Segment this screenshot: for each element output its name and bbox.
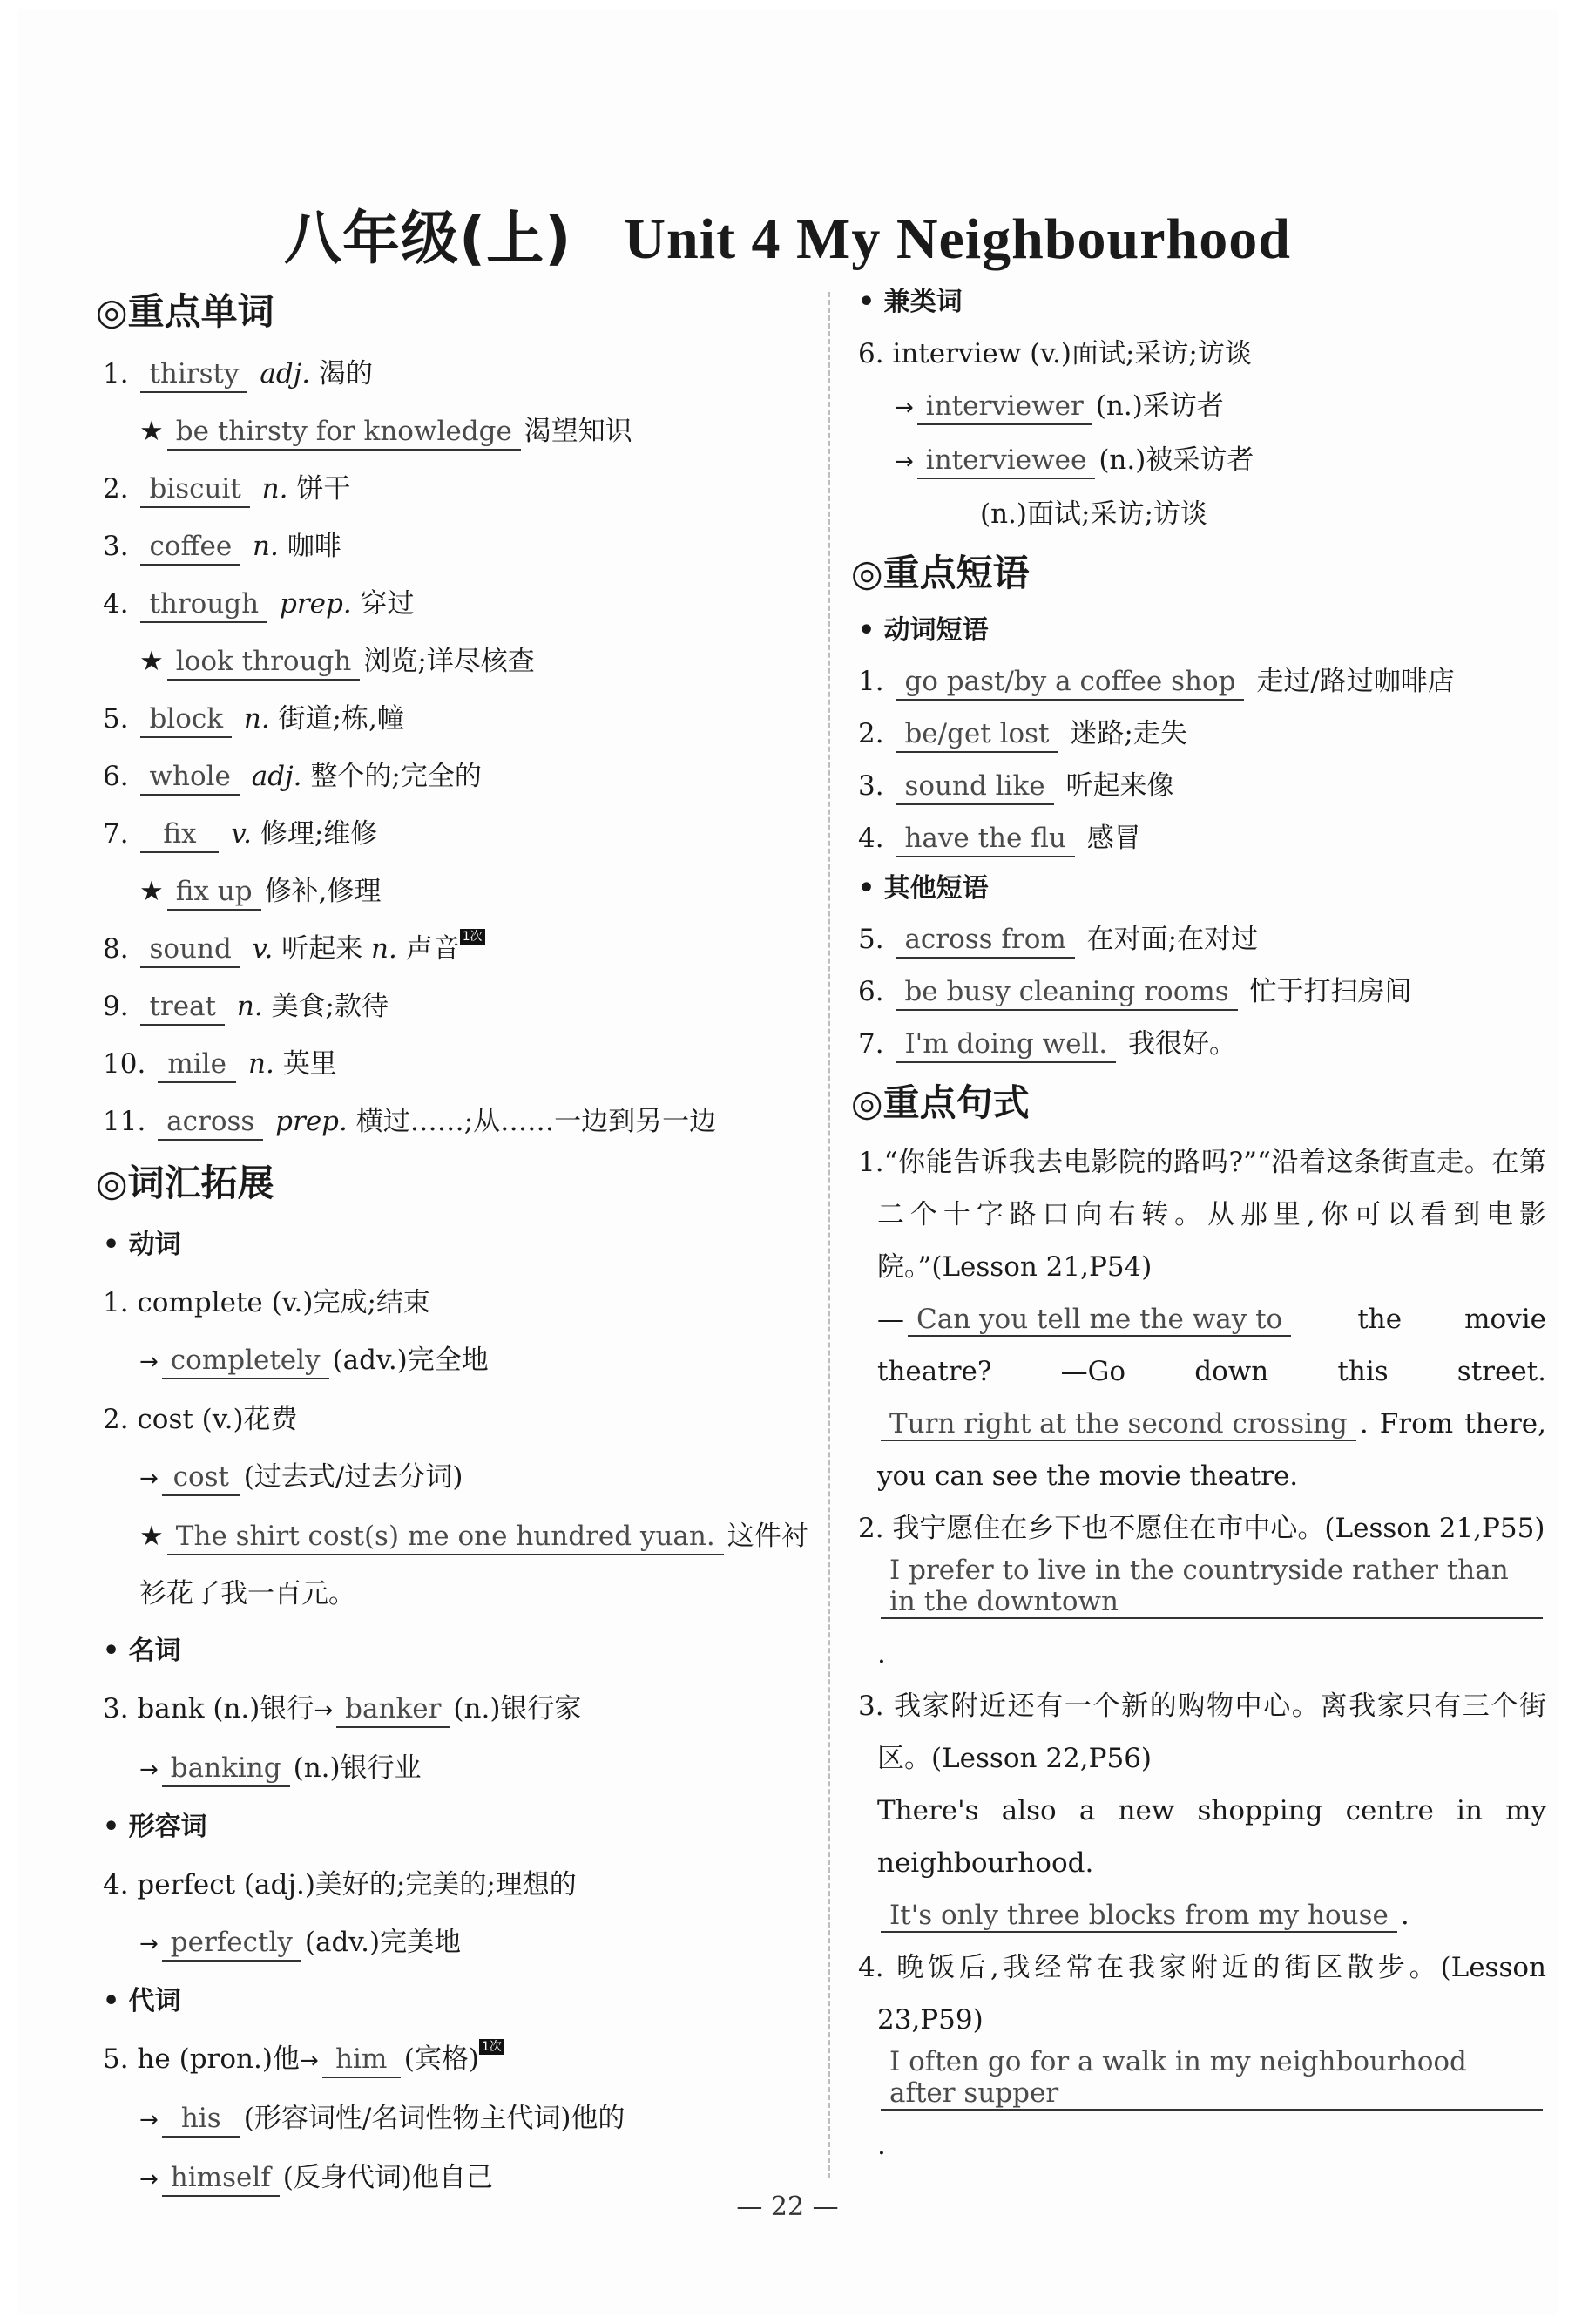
cn-meaning: 饼干 bbox=[296, 473, 351, 505]
answer-blank: biscuit bbox=[140, 471, 249, 508]
dash: — bbox=[877, 1304, 904, 1335]
cn-meaning: 走过/路过咖啡店 bbox=[1247, 666, 1455, 697]
item-number: 4. bbox=[103, 588, 138, 620]
answer-blank: I prefer to live in the countryside rather than in the downtown bbox=[881, 1555, 1543, 1619]
phrase-item bbox=[858, 913, 1546, 966]
cn-meaning: 听起来像 bbox=[1057, 770, 1174, 802]
cn-meaning: 我很好。 bbox=[1119, 1028, 1236, 1060]
subhead-adjectives: • 形容词 bbox=[103, 1812, 207, 1842]
pos-note: (形容词性/名词性物主代词)他的 bbox=[243, 2103, 625, 2134]
cn-meaning: 整个的;完全的 bbox=[310, 761, 482, 792]
frequency-tag: 1次 bbox=[460, 929, 485, 945]
item-number: 2. bbox=[858, 718, 893, 749]
arrow-icon: → bbox=[139, 1757, 159, 1783]
pos-note: (adv.)完美地 bbox=[304, 1927, 462, 1958]
arrow-icon: → bbox=[139, 1349, 159, 1375]
vocab-item bbox=[103, 460, 800, 518]
item-number: 3. bbox=[103, 531, 138, 562]
part-of-speech: n. bbox=[235, 703, 279, 735]
right-column bbox=[851, 277, 1546, 2172]
other-phrase-list bbox=[858, 913, 1546, 1070]
star-icon: ★ bbox=[139, 876, 164, 907]
item-number: 1. bbox=[858, 666, 893, 697]
answer-blank: perfectly bbox=[162, 1925, 301, 1962]
subhead-pronouns: • 代词 bbox=[103, 1986, 181, 2016]
part-of-speech: prep. bbox=[271, 588, 361, 620]
item-number: 6. bbox=[103, 761, 138, 792]
answer-blank: fix up bbox=[167, 874, 261, 911]
expand-item-4: 4. perfect (adj.)美好的;完美的;理想的 bbox=[103, 1869, 577, 1901]
part-of-speech: n. bbox=[240, 1048, 283, 1080]
answer-blank: sound bbox=[140, 932, 240, 968]
cn-meaning: 这件衬 bbox=[727, 1521, 808, 1552]
pos-note: (n.)被采访者 bbox=[1098, 444, 1254, 476]
answer-blank: I often go for a walk in my neighbourhood after supper bbox=[881, 2046, 1543, 2111]
answer-blank: banker bbox=[336, 1691, 450, 1728]
left-column bbox=[96, 279, 808, 2208]
item-number: 7. bbox=[103, 818, 138, 850]
answer-blank: whole bbox=[140, 759, 239, 796]
cn-meaning: 声音 bbox=[405, 933, 460, 965]
sentence-end: . bbox=[877, 2130, 886, 2161]
vocab-list bbox=[103, 345, 800, 1150]
answer-blank: be thirsty for knowledge bbox=[167, 414, 521, 451]
sentence-text: the movie theatre? bbox=[877, 1304, 1546, 1387]
star-icon: ★ bbox=[139, 646, 164, 677]
answer-blank: him bbox=[322, 2042, 401, 2078]
expand-item-5b bbox=[103, 2090, 800, 2149]
vocab-item bbox=[103, 633, 800, 690]
cn-meaning: 渴的 bbox=[318, 358, 373, 390]
section-key-words: ◎重点单词 bbox=[96, 290, 274, 333]
part-of-speech: adj. bbox=[251, 358, 319, 390]
arrow-icon: → bbox=[139, 1931, 159, 1957]
star-icon: ★ bbox=[139, 416, 164, 447]
page-number: — 22 — bbox=[736, 2192, 839, 2222]
answer-blank: interviewer bbox=[917, 389, 1092, 425]
answer-blank: go past/by a coffee shop bbox=[896, 664, 1244, 701]
multi-item-6c: (n.)面试;采访;访谈 bbox=[980, 498, 1207, 530]
pos-note: (n.)采访者 bbox=[1095, 390, 1224, 422]
expand-item-2b bbox=[103, 1508, 808, 1565]
sentence-1-cn: 1.“你能告诉我去电影院的路吗?”“沿着这条街直走。在第二个十字路口向右转。从那里,你可以看到电影院。”(Lesson 21,P54) bbox=[858, 1147, 1546, 1283]
answer-blank: thirsty bbox=[140, 356, 247, 393]
cn-meaning: 修理;维修 bbox=[260, 818, 378, 850]
phrase-item bbox=[858, 812, 1546, 864]
sentence-end: . bbox=[877, 1638, 886, 1670]
answer-blank: banking bbox=[162, 1751, 290, 1787]
sentence-2-en bbox=[858, 1555, 1546, 1680]
expand-item-1: 1. complete (v.)完成;结束 bbox=[103, 1287, 430, 1318]
multi-item-6: 6. interview (v.)面试;采访;访谈 bbox=[858, 338, 1252, 369]
answer-blank: interviewee bbox=[917, 443, 1096, 479]
part-of-speech: n. bbox=[362, 933, 406, 965]
pos-note: (adv.)完全地 bbox=[332, 1345, 489, 1376]
part-of-speech: prep. bbox=[267, 1106, 356, 1137]
answer-blank: his bbox=[162, 2101, 240, 2138]
cn-meaning: 迷路;走失 bbox=[1061, 718, 1187, 749]
vocab-item bbox=[103, 805, 800, 863]
subhead-nouns: • 名词 bbox=[103, 1636, 181, 1666]
cn-meaning: 听起来 bbox=[281, 933, 363, 965]
part-of-speech: n. bbox=[228, 991, 272, 1022]
sentence-1-en bbox=[858, 1293, 1546, 1502]
item-number: 9. bbox=[103, 991, 138, 1022]
cn-meaning: 忙于打扫房间 bbox=[1240, 976, 1412, 1007]
pos-note: (过去式/过去分词) bbox=[243, 1461, 463, 1493]
answer-blank: Turn right at the second crossing bbox=[881, 1408, 1356, 1441]
arrow-icon: → bbox=[299, 2048, 319, 2074]
expand-item-5 bbox=[103, 2030, 800, 2090]
sentence-2-cn: 2. 我宁愿住在乡下也不愿住在市中心。(Lesson 21,P55) bbox=[858, 1513, 1545, 1544]
item-number: 5. bbox=[103, 703, 138, 735]
answer-blank: block bbox=[140, 701, 232, 738]
page-title bbox=[0, 192, 1575, 274]
vocab-item bbox=[103, 345, 800, 403]
answer-blank: I'm doing well. bbox=[896, 1026, 1116, 1063]
answer-blank: coffee bbox=[140, 529, 240, 566]
star-icon: ★ bbox=[139, 1521, 164, 1552]
part-of-speech: v. bbox=[222, 818, 260, 850]
pos-note: (n.)银行业 bbox=[293, 1752, 422, 1784]
answer-blank: The shirt cost(s) me one hundred yuan. bbox=[167, 1519, 724, 1555]
vocab-item bbox=[103, 748, 800, 805]
expand-item-2: 2. cost (v.)花费 bbox=[103, 1404, 298, 1435]
vocab-item bbox=[103, 1035, 800, 1093]
sentence-text: There's also a new shopping centre in my neighbourhood. bbox=[877, 1795, 1546, 1879]
expand-item-2b-cont: 衫花了我一百元。 bbox=[139, 1578, 355, 1609]
sentence-3-cn: 3. 我家附近还有一个新的购物中心。离我家只有三个街区。(Lesson 22,P56) bbox=[858, 1690, 1546, 1774]
cn-meaning: 在对面;在对过 bbox=[1078, 924, 1259, 955]
phrase-item bbox=[858, 966, 1546, 1018]
pos-note: (宾格) bbox=[403, 2043, 479, 2075]
cn-meaning: 街道;栋,幢 bbox=[278, 703, 404, 735]
answer-blank: fix bbox=[140, 816, 219, 853]
item-number: 8. bbox=[103, 933, 138, 965]
subhead-verbs: • 动词 bbox=[103, 1230, 181, 1260]
cn-meaning: 横过……;从……一边到另一边 bbox=[355, 1106, 717, 1137]
part-of-speech: adj. bbox=[242, 761, 311, 792]
pos-note: (反身代词)他自己 bbox=[282, 2162, 493, 2193]
title-grade: 八年级(上) bbox=[284, 205, 572, 272]
expand-item-3b bbox=[103, 1739, 800, 1799]
phrase-item bbox=[858, 1018, 1546, 1070]
pos-note: (n.)银行家 bbox=[453, 1693, 582, 1724]
arrow-icon: → bbox=[314, 1697, 334, 1724]
answer-blank: look through bbox=[167, 644, 361, 681]
part-of-speech: n. bbox=[253, 473, 297, 505]
sentence-text: . From there, you can see the movie theatre. bbox=[877, 1408, 1546, 1492]
answer-blank: through bbox=[140, 586, 267, 623]
arrow-icon: → bbox=[139, 1466, 159, 1492]
multi-item-6b bbox=[858, 434, 1546, 488]
answer-blank: across from bbox=[896, 922, 1074, 959]
sentence-3-en bbox=[858, 1785, 1546, 1941]
answer-blank: himself bbox=[162, 2160, 280, 2197]
answer-blank: treat bbox=[140, 989, 225, 1026]
cn-meaning: 美食;款待 bbox=[271, 991, 389, 1022]
sentence-1 bbox=[858, 1136, 1546, 1293]
item-number: 11. bbox=[103, 1106, 155, 1137]
base-word: 5. he (pron.)他 bbox=[103, 2043, 300, 2075]
part-of-speech: v. bbox=[243, 933, 282, 965]
part-of-speech: n. bbox=[244, 531, 287, 562]
answer-blank: across bbox=[158, 1104, 263, 1141]
answer-blank: have the flu bbox=[896, 821, 1074, 857]
cn-meaning: 渴望知识 bbox=[524, 416, 632, 447]
item-number: 3. bbox=[858, 770, 893, 802]
answer-blank: mile bbox=[158, 1047, 236, 1083]
expand-item-2a bbox=[103, 1448, 800, 1508]
cn-meaning: 修补,修理 bbox=[264, 876, 382, 907]
item-number: 6. bbox=[858, 976, 893, 1007]
cn-meaning: 感冒 bbox=[1078, 823, 1141, 854]
cn-meaning: 英里 bbox=[282, 1048, 337, 1080]
answer-blank: be/get lost bbox=[896, 716, 1058, 753]
cn-meaning: 咖啡 bbox=[287, 531, 341, 562]
cn-meaning: 浏览;详尽核查 bbox=[363, 646, 535, 677]
vocab-item bbox=[103, 863, 800, 920]
phrase-item bbox=[858, 760, 1546, 812]
vocab-item bbox=[103, 575, 800, 633]
item-number: 10. bbox=[103, 1048, 155, 1080]
item-number: 5. bbox=[858, 924, 893, 955]
item-number: 1. bbox=[103, 358, 138, 390]
vocab-item bbox=[103, 978, 800, 1035]
phrase-item bbox=[858, 655, 1546, 708]
title-unit: Unit 4 My Neighbourhood bbox=[624, 207, 1291, 271]
frequency-tag: 1次 bbox=[479, 2039, 504, 2055]
expand-item-4a bbox=[103, 1914, 800, 1973]
arrow-icon: → bbox=[139, 2166, 159, 2192]
sentence-4-en bbox=[858, 2046, 1546, 2172]
answer-blank: cost bbox=[162, 1460, 240, 1496]
item-number: 4. bbox=[858, 823, 893, 854]
multi-item-6a bbox=[858, 380, 1546, 434]
arrow-icon: → bbox=[895, 395, 914, 421]
vocab-item bbox=[103, 518, 800, 575]
vocab-item bbox=[103, 1093, 800, 1150]
subhead-verb-phrases: • 动词短语 bbox=[858, 615, 989, 646]
expand-item-3 bbox=[103, 1680, 800, 1739]
section-key-sentences: ◎重点句式 bbox=[851, 1081, 1030, 1124]
item-number: 7. bbox=[858, 1028, 893, 1060]
answer-blank: be busy cleaning rooms bbox=[896, 974, 1237, 1011]
answer-blank: Can you tell me the way to bbox=[908, 1304, 1291, 1337]
answer-blank: sound like bbox=[896, 769, 1053, 805]
answer-blank: completely bbox=[162, 1343, 329, 1379]
base-word: 3. bank (n.)银行 bbox=[103, 1693, 314, 1724]
expand-item-1a bbox=[103, 1331, 800, 1391]
sentence-text: —Go down this street. bbox=[1060, 1356, 1546, 1387]
vocab-item bbox=[103, 690, 800, 748]
vocab-item bbox=[103, 920, 800, 978]
section-vocab-expansion: ◎词汇拓展 bbox=[96, 1162, 274, 1204]
answer-blank: It's only three blocks from my house bbox=[881, 1900, 1397, 1933]
sentence-end: . bbox=[1400, 1900, 1409, 1931]
vocab-item bbox=[103, 403, 800, 460]
subhead-other-phrases: • 其他短语 bbox=[858, 873, 989, 904]
sentence-4-cn: 4. 晚饭后,我经常在我家附近的街区散步。(Lesson 23,P59) bbox=[858, 1952, 1546, 2036]
cn-meaning: 穿过 bbox=[360, 588, 415, 620]
subhead-multi-class-words: • 兼类词 bbox=[858, 287, 963, 317]
phrase-item bbox=[858, 708, 1546, 760]
column-divider bbox=[828, 292, 830, 2178]
section-key-phrases: ◎重点短语 bbox=[851, 552, 1030, 594]
arrow-icon: → bbox=[139, 2107, 159, 2133]
verb-phrase-list bbox=[858, 655, 1546, 864]
item-number: 2. bbox=[103, 473, 138, 505]
arrow-icon: → bbox=[895, 449, 914, 475]
